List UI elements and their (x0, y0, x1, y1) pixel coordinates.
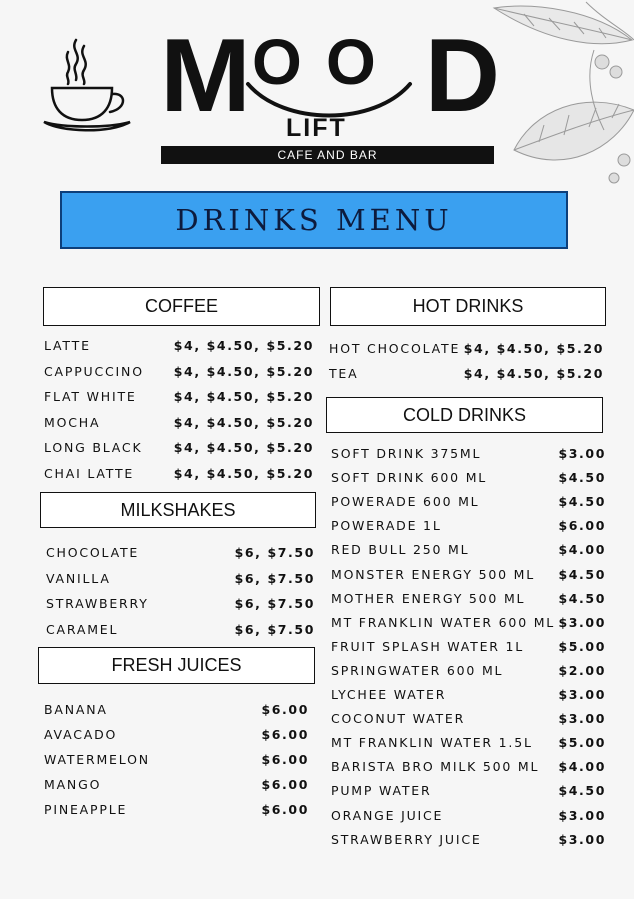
menu-item-price: $6.00 (261, 752, 309, 767)
milkshakes-header: MILKSHAKES (40, 492, 316, 528)
menu-item-price: $3.00 (558, 807, 606, 823)
menu-item-name: MT FRANKLIN WATER 600 ML (331, 614, 556, 630)
menu-item-price: $6, $7.50 (234, 570, 315, 586)
coffee-header: COFFEE (43, 287, 320, 326)
menu-item-price: $4, $4.50, $5.20 (173, 338, 314, 353)
logo-letter-o1: O (252, 26, 302, 98)
menu-item-name: LONG BLACK (44, 440, 143, 456)
cold-drinks-header: COLD DRINKS (326, 397, 603, 433)
menu-item-price: $3.00 (558, 614, 606, 630)
menu-item-price: $6.00 (261, 777, 309, 792)
menu-item-price: $6, $7.50 (234, 621, 315, 637)
menu-item-name: LATTE (44, 338, 91, 353)
menu-item-price: $3.00 (558, 446, 606, 461)
menu-item-price: $4.50 (558, 494, 606, 510)
menu-item-price: $2.00 (558, 662, 606, 678)
menu-item-name: MOTHER ENERGY 500 ML (331, 590, 526, 606)
tagline-bar: CAFE AND BAR (161, 146, 494, 164)
drinks-menu-banner: DRINKS MENU (60, 191, 568, 249)
menu-item-price: $3.00 (558, 711, 606, 727)
logo-letter-d: D (424, 18, 500, 134)
menu-item-name: POWERADE 1L (331, 518, 442, 534)
menu-item-price: $4, $4.50, $5.20 (173, 414, 314, 430)
fresh-juices-header: FRESH JUICES (38, 647, 315, 684)
menu-item-name: HOT CHOCOLATE (329, 341, 461, 356)
menu-item-name: MOCHA (44, 414, 101, 430)
menu-item-price: $4.50 (558, 470, 606, 486)
menu-item-price: $4, $4.50, $5.20 (173, 389, 314, 405)
menu-item-name: SOFT DRINK 600 ML (331, 470, 488, 486)
menu-item-price: $3.00 (558, 687, 606, 702)
logo-letter-o2: O (326, 26, 376, 98)
menu-item-name: POWERADE 600 ML (331, 494, 480, 510)
menu-item-price: $4.50 (558, 783, 606, 799)
menu-item-name: STRAWBERRY (46, 596, 149, 612)
menu-item-name: SOFT DRINK 375ML (331, 446, 482, 461)
menu-item-name: STRAWBERRY JUICE (331, 831, 482, 847)
menu-item-name: AVACADO (44, 727, 118, 742)
menu-item-price: $4, $4.50, $5.20 (463, 366, 604, 381)
menu-item-price: $4, $4.50, $5.20 (173, 466, 314, 481)
coffee-cup-icon (40, 36, 134, 140)
menu-item-price: $4.00 (558, 759, 606, 775)
menu-item-name: CARAMEL (46, 621, 119, 637)
menu-item-price: $4.00 (558, 542, 606, 558)
hot-drinks-header: HOT DRINKS (330, 287, 606, 326)
menu-item-price: $4.50 (558, 566, 606, 582)
menu-item-name: CAPPUCCINO (44, 363, 144, 379)
menu-item-name: MONSTER ENERGY 500 ML (331, 566, 535, 582)
menu-item-price: $4, $4.50, $5.20 (173, 440, 314, 456)
menu-item-name: COCONUT WATER (331, 711, 466, 727)
menu-item-name: FLAT WHITE (44, 389, 137, 405)
menu-item-price: $4, $4.50, $5.20 (463, 341, 604, 356)
menu-item-name: ORANGE JUICE (331, 807, 444, 823)
menu-item-price: $6.00 (261, 802, 309, 817)
menu-item-price: $3.00 (558, 831, 606, 847)
menu-item-name: PINEAPPLE (44, 802, 128, 817)
menu-item-price: $5.00 (558, 638, 606, 654)
menu-item-name: MT FRANKLIN WATER 1.5L (331, 735, 533, 751)
menu-item-price: $6, $7.50 (234, 545, 315, 560)
menu-item-name: FRUIT SPLASH WATER 1L (331, 638, 525, 654)
menu-item-name: SPRINGWATER 600 ML (331, 662, 504, 678)
menu-item-name: LYCHEE WATER (331, 687, 447, 702)
menu-item-price: $4, $4.50, $5.20 (173, 363, 314, 379)
menu-item-name: WATERMELON (44, 752, 150, 767)
logo-lift-text: LIFT (286, 114, 347, 142)
menu-item-name: CHAI LATTE (44, 466, 135, 481)
menu-item-name: CHOCOLATE (46, 545, 140, 560)
menu-item-price: $4.50 (558, 590, 606, 606)
menu-item-name: BARISTA BRO MILK 500 ML (331, 759, 540, 775)
menu-item-name: TEA (329, 366, 359, 381)
logo-letter-m: M (160, 18, 249, 134)
menu-item-price: $6.00 (261, 702, 309, 717)
menu-item-name: RED BULL 250 ML (331, 542, 470, 558)
menu-item-price: $6.00 (261, 727, 309, 742)
menu-item-name: BANANA (44, 702, 108, 717)
menu-item-price: $6.00 (558, 518, 606, 534)
menu-item-name: VANILLA (46, 570, 111, 586)
menu-item-price: $6, $7.50 (234, 596, 315, 612)
menu-item-name: PUMP WATER (331, 783, 432, 799)
menu-item-name: MANGO (44, 777, 102, 792)
menu-item-price: $5.00 (558, 735, 606, 751)
